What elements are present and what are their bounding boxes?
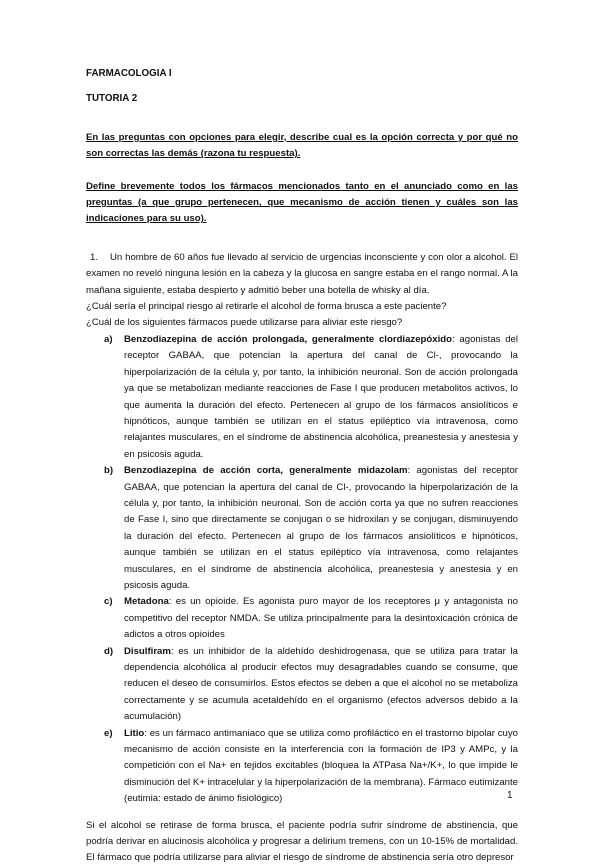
- instruction-define-drugs: Define brevemente todos los fármacos mencionados tanto en el anunciado como en las preguntas (a que grupo pertenecen, que mecanismo de acción tienen y cuáles son las indicaciones para su uso).: [86, 180, 518, 225]
- question-risk: ¿Cuál sería el principal riesgo al retirarle el alcohol de forma brusca a este paciente?: [86, 301, 447, 313]
- question-which-drug: ¿Cuál de los siguientes fármacos puede utilizarse para aliviar este riesgo?: [86, 317, 403, 329]
- instruction-choose-option: En las preguntas con opciones para elegir, describe cual es la opción correcta y por qué no son correctas las demás (razona tu respuesta).: [86, 131, 518, 160]
- option-description: : agonistas del receptor GABAA, que potencian la apertura del canal de Cl-, provocando la hiperpolarización de la célula y, por tanto, la inhibición neuronal. Son de acción corta ya que no sufren reacciones de Fase I, sino que directamente se conjugan o se hidroxilan y se conjugan, disminuyendo la duración del efecto. Pertenecen al grupo de los fármacos ansiolíticos e hipnóticos, aunque también se utilizan en el status epiléptico vía intravenosa, como relajantes musculares, en el síndrome de abstinencia alcohólica, preanestesia y anestesia y en psicosis aguda.: [124, 465, 518, 591]
- option-letter: c): [104, 596, 113, 608]
- option-term: Benzodiazepina de acción corta, generalmente midazolam: [124, 465, 408, 477]
- option-d: [86, 644, 518, 726]
- option-description: : agonistas del receptor GABAA, que potencian la apertura del canal de Cl-, provocando la hiperpolarización de la célula y, por tanto, la inhibición neuronal. Son de acción prolongada ya que se metabolizan mediante reacciones de Fase I que producen metabolitos activos, lo que aumenta la duración del efecto. Pertenecen al grupo de los fármacos ansiolíticos e hipnóticos, aunque también se utilizan en el status epiléptico vía intravenosa, como relajantes musculares, en el síndrome de abstinencia alcohólica, preanestesia y anestesia y en psicosis aguda.: [124, 333, 518, 460]
- page-number: 1: [507, 790, 513, 801]
- option-a: [86, 332, 518, 463]
- question-text: Un hombre de 60 años fue llevado al servicio de urgencias inconsciente y con olor a alcohol. El examen no reveló ninguna lesión en la cabeza y la glucosa en sangre estaba en el rango normal. A la mañana siguiente, estaba despierto y admitió beber una botella de whisky al día.: [86, 251, 518, 296]
- page-content: [86, 66, 518, 867]
- answer-conclusion: Si el alcohol se retirase de forma brusca, el paciente podría sufrir síndrome de abstinencia, que podría derivar en alucinosis alcohólica y progresar a delirium tremens, con un 10-15% de mortalidad. El fármaco que podría utilizarse para aliviar el riesgo de síndrome de abstinencia sería otro depresor: [86, 819, 518, 864]
- question-number: 1.: [90, 251, 99, 263]
- option-letter: b): [104, 465, 114, 477]
- option-letter: e): [104, 727, 113, 739]
- option-description: : es un fármaco antimaniaco que se utiliza como profiláctico en el trastorno bipolar cuyo mecanismo de acción consiste en la interferencia con la formación de IP3 y AMPc, y la competición con el Na+ en tejidos excitables (bloquea la ATPasa Na+/K+, lo que impide le disminución del K+ intracelular y la hiperpolarización de la membrana). Fármaco eutimizante (eutimia: estado de ánimo fisiológico): [124, 727, 518, 805]
- option-term: Metadona: [124, 596, 169, 608]
- option-c: [86, 594, 518, 643]
- option-term: Disulfiram: [124, 645, 171, 657]
- answer-options: [86, 332, 518, 808]
- option-e: [86, 726, 518, 808]
- question-statement: [86, 250, 518, 299]
- option-description: : es un inhibidor de la aldehído deshidrogenasa, que se utiliza para tratar la dependencia alcohólica al producir efectos muy desagradables cuando se consume, que reducen el deseo de consumirlos. Estos efectos se deben a que el alcohol no se metaboliza correctamente y se acumula acetaldehído en el organismo (efectos adversos debido a la acumulación): [124, 645, 518, 723]
- option-term: Litio: [124, 727, 145, 739]
- option-term: Benzodiazepina de acción prolongada, generalmente clordiazepóxido: [124, 333, 453, 345]
- option-letter: a): [104, 333, 113, 345]
- course-title: FARMACOLOGIA I: [86, 68, 172, 79]
- tutorial-title: TUTORIA 2: [86, 93, 138, 105]
- option-description: : es un opioide. Es agonista puro mayor de los receptores μ y antagonista no competitivo del receptor NMDA. Se utiliza principalmente para la desintoxicación crónica de adictos a otros opioides: [124, 596, 518, 641]
- option-letter: d): [104, 645, 114, 657]
- option-b: [86, 463, 518, 594]
